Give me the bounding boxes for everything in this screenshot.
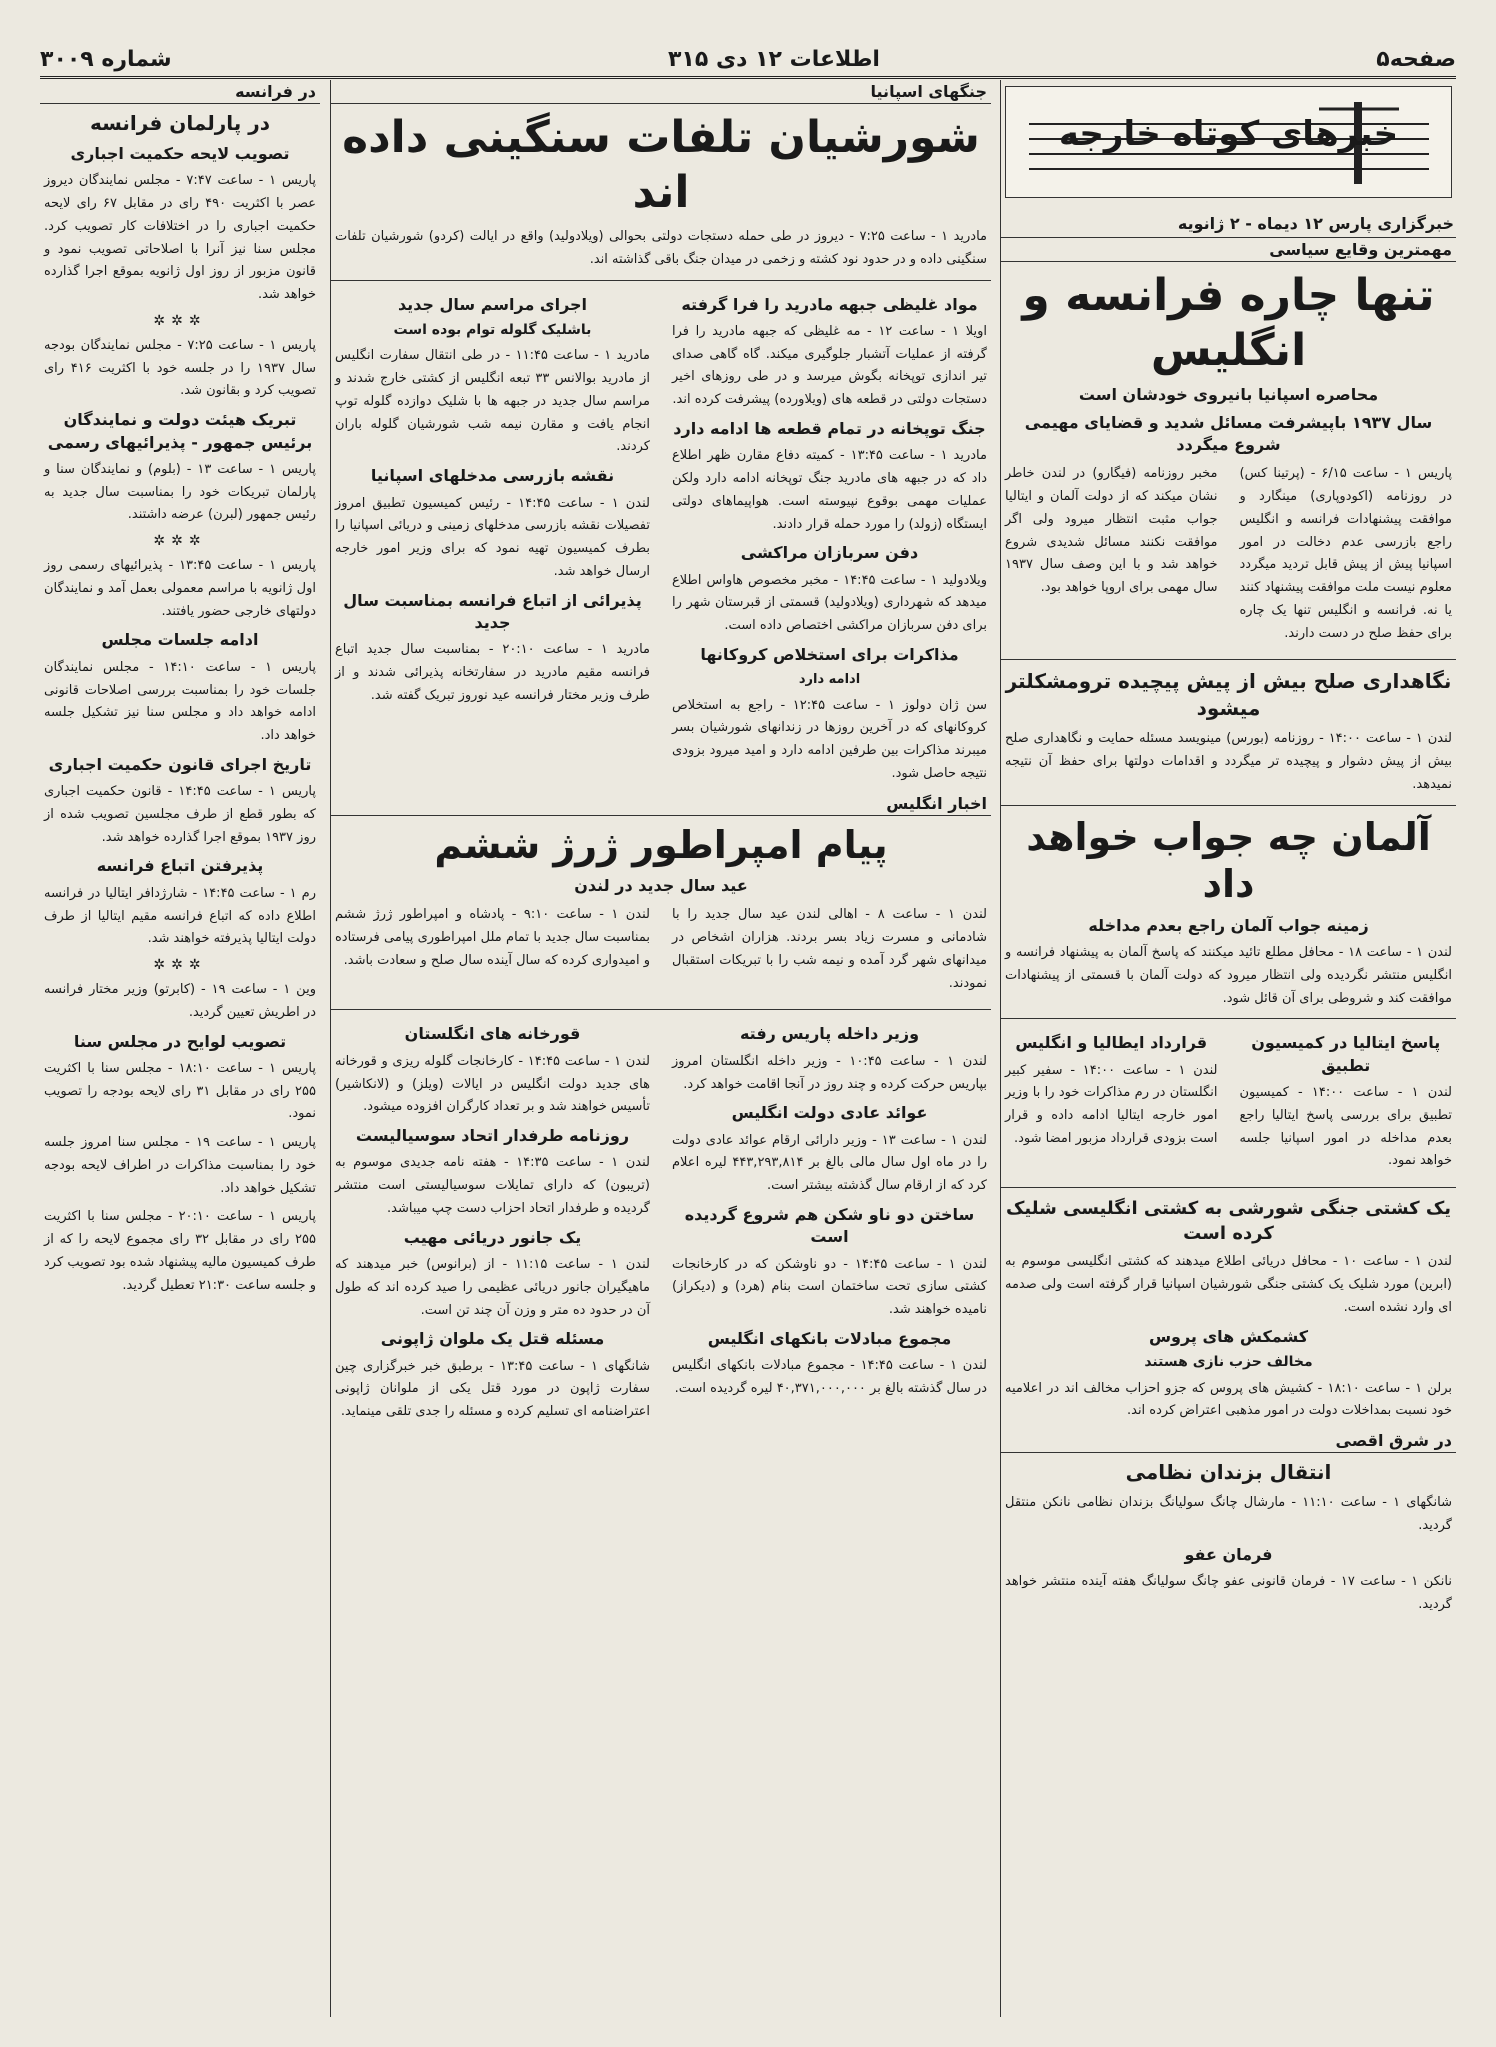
paragraph: ویلادولید ۱ - ساعت ۱۴:۴۵ - مخبر مخصوص هاواس اطلاع میدهد که شهرداری (ویلادولید) قسمتی از قبرستان شهر را برای دفن سربازان مراکشی اختصاص داده است. <box>672 572 987 634</box>
two-articles <box>1001 1027 1456 1179</box>
headline: مذاکرات برای استخلاص کروکانها <box>700 644 959 664</box>
subhead: عید سال جدید در لندن <box>574 876 748 895</box>
headline: یک کشتی جنگی شورشی به کشتی انگلیسی شلیک کرده است <box>1005 1198 1452 1245</box>
headline: تبریک هیئت دولت و نمایندگان برئیس جمهور - پذیرائیهای رسمی <box>47 410 313 452</box>
paragraph: نانکن ۱ - ساعت ۱۷ - فرمان قانونی عفو چانگ سولیانگ هفته آینده منتشر خواهد گردید. <box>1005 1574 1452 1612</box>
headline-main-right: تنها چاره فرانسه و انگلیس <box>1022 270 1435 377</box>
headline: یک جانور دریائی مهیب <box>403 1227 582 1247</box>
paragraph: پاریس ۱ - ساعت ۷:۲۵ - مجلس نمایندگان بودجه سال ۱۹۳۷ را در جلسه خود با اکثریت ۴۱۶ رای تصویب کرد و بقانون شد. <box>44 337 317 399</box>
paragraph: لندن ۱ - ساعت ۱۴:۴۵ - مجموع مبادلات بانکهای انگلیس در سال گذشته بالغ بر ۴۰,۳۷۱,۰۰۰,۰۰۰ لیره گردیده است. <box>672 1358 988 1397</box>
subhead: زمینه جواب آلمان راجع بعدم مداخله <box>1088 915 1369 935</box>
paragraph: سن ژان دولوز ۱ - ساعت ۱۲:۴۵ - راجع به استخلاص کروکانهای که در آخرین روزها در زندانهای شورشیان بسر میبرند مذاکرات بین طرفین ادامه دارد و امید میرود بزودی نتیجه حاصل شود. <box>672 697 987 781</box>
center-top-blocks <box>331 289 991 792</box>
headline: عوائد عادی دولت انگلیس <box>731 1103 928 1123</box>
paragraph: لندن ۱ - ساعت ۱۴:۳۵ - هفته نامه جدیدی موسوم به (تریبون) که دارای تمایلات سوسیالیستی است منتشر گردیده و طرفدار اتحاد احزاب دست چپ میباشد. <box>335 1155 651 1216</box>
kicker-france: در فرانسه <box>40 80 320 104</box>
headline: روزنامه طرفدار اتحاد سوسیالیست <box>355 1126 630 1146</box>
subhead: ادامه دارد <box>798 672 861 688</box>
paragraph: لندن ۱ - ساعت ۱۴:۴۵ - کارخانجات گلوله ریزی و قورخانه های جدید دولت انگلیس در ایالات (ویلز) و (لانکاشیر) تأسیس خواهند شد و بر تعداد کارگران افزوده میشود. <box>335 1053 650 1115</box>
paragraph: پاریس ۱ - ساعت ۱۸:۱۰ - مجلس سنا با اکثریت ۲۵۵ رای در مقابل ۳۱ رای لایحه بودجه را تصویب نمود. <box>44 1060 316 1122</box>
paragraph: پاریس ۱ - ساعت ۶/۱۵ - (پرتینا کس) در روزنامه (اکودوپاری) مینگارد و موافقت پیشنهادات فرانسه و انگلیس راجع بازرسی عدم دخالت در امور اسپانیا پیش از پیش قابل تردید میگردد معلوم نیست ملت موافقت پیشنهاد کنند یا نه. فرانسه و انگلیس تنها یک چاره برای حفظ صلح در دست دارند. <box>1239 466 1452 641</box>
subhead: محاصره اسپانیا بانیروی خودشان است <box>1078 385 1379 405</box>
headline-king-george: پیام امپراطور ژرژ ششم <box>434 822 888 867</box>
paragraph: مادرید ۱ - ساعت ۱۱:۴۵ - در طی انتقال سفارت انگلیس از مادرید بوالانس ۳۳ تبعه انگلیس از کشتی خارج شدند و مراسم سال جدید در جبهه ها با شلیک دوازده گلوله توپ انجام یافت و مقارن نیمه شب شورشیان گلوله باران کردند. <box>335 348 650 455</box>
paragraph: لندن ۱ - ساعت ۱۴:۰۰ - سفیر کبیر انگلستان در رم مذاکرات خود را با وزیر امور خارجه ایتالیا ادامه داده و قرار است بزودی قرارداد مزبور امضا شود. <box>1005 1062 1218 1146</box>
paragraph: پاریس ۱ - ساعت ۲۰:۱۰ - مجلس سنا با اکثریت ۲۵۵ رای در مقابل ۳۲ رای مجموع لایحه را که از طرف کمیسیون مالیه پیشنهاد شده بود تصویب کرد و جلسه ساعت ۲۱:۳۰ تعطیل گردید. <box>44 1209 316 1293</box>
kicker-england: اخبار انگلیس <box>331 792 991 816</box>
paragraph: لندن ۱ - ساعت ۱۴:۰۰ - کمیسیون تطبیق برای بررسی پاسخ ایتالیا راجع بعدم مداخله در امور اسپانیا جلسه خواهد نمود. <box>1239 1085 1452 1169</box>
paragraph: لندن ۱ - ساعت ۱۴:۰۰ - روزنامه (بورس) مینویسد مسئله حمایت و نگاهداری صلح بیش از پیش دشوار و پیچیده تر میگردد و اقدامات دولتها برای حفظ آن نتیجه نمیدهد. <box>1005 731 1453 792</box>
paragraph: پاریس ۱ - ساعت ۱۳:۴۵ - پذیرائیهای رسمی روز اول ژانویه با مراسم معمولی بعمل آمد و نمایندگان دولتهای خارجی حضور یافتند. <box>44 558 317 619</box>
paragraph: شانگهای ۱ - ساعت ۱۱:۱۰ - مارشال چانگ سولیانگ بزندان نظامی نانکن منتقل گردید. <box>1005 1495 1452 1533</box>
divider-stars: ✲✲✲ <box>153 533 207 550</box>
paragraph: پاریس ۱ - ساعت ۷:۴۷ - مجلس نمایندگان دیروز عصر با اکثریت ۴۹۰ رای در مقابل ۶۷ رای لایحه حکمیت اجباری را در اختلافات کار تصویب کرد. مجلس سنا نیز آنرا با اصلاحاتی تصویب نمود و قانون مزبور از روز اول ژانویه بموقع اجرا گذارده خواهد شد. <box>44 173 317 303</box>
subhead: سال ۱۹۳۷ باپیشرفت مسائل شدید و قضایای مهیمی شروع میگردد <box>1024 412 1433 454</box>
center-bottom-blocks <box>331 1018 991 1430</box>
paragraph: پاریس ۱ - ساعت ۱۴:۱۰ - مجلس نمایندگان جلسات خود را بمناسبت بررسی اصلاحات قانونی ادامه خواهد داد و مجلس سنا نیز تشکیل جلسه خواهد داد. <box>44 659 316 744</box>
headline: نقشه بازرسی مدخلهای اسپانیا <box>370 466 615 486</box>
headline: مواد غلیظی جبهه مادرید را فرا گرفته <box>681 294 978 314</box>
paragraph: لندن ۱ - ساعت ۱۳ - وزیر دارائی ارقام عوائد عادی دولت را در ماه اول سال مالی بالغ بر ۴۴۳,۲۹۳,۸۱۴ لیره اعلام کرد که از ارقام سال گذشته بیشتر است. <box>672 1132 988 1194</box>
issue-date: اطلاعات ۱۲ دی ۳۱۵ <box>668 47 880 72</box>
headline: پاسخ ایتالیا در کمیسیون تطبیق <box>1251 1033 1441 1075</box>
headline: مسئله قتل یک ملوان ژاپونی <box>380 1329 605 1349</box>
headline-germany: آلمان چه جواب خواهد داد <box>1026 814 1431 907</box>
headline: قرارداد ایطالیا و انگلیس <box>1015 1033 1208 1053</box>
paragraph: پاریس ۱ - ساعت ۱۹ - مجلس سنا امروز جلسه خود را بمناسبت مذاکرات در اطراف لایحه بودجه تشکیل خواهد داد. <box>44 1135 316 1196</box>
paragraph: لندن ۱ - ساعت ۱۴:۴۵ - رئیس کمیسیون تطبیق امروز تفصیلات نقشه بازرسی مدخلهای زمینی و دریائی اسپانیا را بطرف کمیسیون تهیه نمود که برای وزیر امور خارجه ارسال خواهد شد. <box>335 495 650 579</box>
article-body <box>331 902 991 1001</box>
headline: در پارلمان فرانسه <box>89 111 271 135</box>
paragraph: مخبر روزنامه (فیگارو) در لندن خاطر نشان میکند که از دولت آلمان و ایتالیا جواب مثبت انتظار میرود ولی اگر موافقت نکنند مسائل شدیدی شروع خواهد شد و با این وصف سال ۱۹۳۷ سال مهمی برای اروپا خواهد بود. <box>1005 466 1218 596</box>
paragraph: لندن ۱ - ساعت ۱۰ - محافل دریائی اطلاع میدهند که کشتی انگلیسی موسوم به (ابرین) مورد شلیک یک کشتی جنگی شورشیان اسپانیا قرار گرفته است ولی صدمه ای وارد نشده است. <box>1005 1254 1452 1315</box>
masthead <box>40 38 1456 79</box>
paragraph: شانگهای ۱ - ساعت ۱۳:۴۵ - برطبق خبر خبرگزاری چین سفارت ژاپون در مورد قتل یکی از ملوانان ژاپونی اعتراضنامه ای تسلیم کرده و مسئله را جدی تلقی مینماید. <box>335 1358 650 1420</box>
paragraph: لندن ۱ - ساعت ۹:۱۰ - پادشاه و امپراطور ژرژ ششم بمناسبت سال جدید با تمام ملل امپراطوری پیامی فرستاده و امیدواری کرده که سال آینده سال صلح و سعادت باشد. <box>335 907 651 968</box>
headline: وزیر داخله پاریس رفته <box>739 1024 920 1044</box>
divider-stars: ✲✲✲ <box>153 957 207 974</box>
paragraph: لندن ۱ - ساعت ۱۸ - محافل مطلع تائید میکنند که پاسخ آلمان به پیشنهاد فرانسه و انگلیس منتشر نگردیده ولی انتظار میرود که دولت آلمان با قسمتی از پیشنهادات موافقت کند و شروطی برای آن قائل شود. <box>1005 945 1453 1006</box>
paragraph: رم ۱ - ساعت ۱۴:۴۵ - شارژدافر ایتالیا در فرانسه اطلاع داده که اتباع فرانسه مقیم ایتالیا از طرف دولت ایتالیا پذیرفته خواهند شد. <box>44 885 317 947</box>
headline-main-center: شورشیان تلفات سنگینی داده اند <box>342 112 980 218</box>
paragraph: اویلا ۱ - ساعت ۱۲ - مه غلیظی که جبهه مادرید را فرا گرفته از عملیات آتشبار جلوگیری میکند. گاه گاهی صدای تیر اندازی توپخانه بگوش میرسد و در طی روزهای اخیر دستجات دولتی در قطعه های (ویلاورده) پیشرفت کرده اند. <box>672 323 988 408</box>
right-column <box>1001 80 1456 2017</box>
paragraph: پاریس ۱ - ساعت ۱۳ - (بلوم) و نمایندگان سنا و پارلمان تبریکات خود را بمناسبت سال جدید به رئیس جمهور (لبرن) عرضه داشتند. <box>44 461 317 523</box>
paragraph: وین ۱ - ساعت ۱۹ - (کابرتو) وزیر مختار فرانسه در اطریش تعیین گردید. <box>44 982 316 1020</box>
headline: قورخانه های انگلستان <box>404 1024 581 1044</box>
center-column <box>331 80 991 2017</box>
subhead: باشلیک گلوله توام بوده است <box>393 321 592 338</box>
headline: اجرای مراسم سال جدید <box>397 294 588 314</box>
headline: انتقال بزندان نظامی <box>1125 1460 1332 1485</box>
paragraph: لندن ۱ - ساعت ۱۴:۴۵ - دو ناوشکن که در کارخانجات کشتی سازی تحت ساختمان است بنام (هرد) و (دیکراز) نامیده خواهند شد. <box>672 1256 987 1318</box>
headline: پذیرفتن اتباع فرانسه <box>96 856 264 876</box>
headline: مجموع مبادلات بانکهای انگلیس <box>707 1328 952 1348</box>
paragraph: مادرید ۱ - ساعت ۷:۲۵ - دیروز در طی حمله دستجات دولتی بحوالی (ویلادولید) واقع در ایالت (کردو) شورشیان تلفات سنگینی داده و در حدود نود کشته و زخمی در میدان جنگ باقی گذاشته اند. <box>335 229 987 267</box>
headline: جنگ توپخانه در تمام قطعه ها ادامه دارد <box>673 418 986 438</box>
headline: فرمان عفو <box>1184 1544 1273 1564</box>
kicker-far-east: در شرق اقصی <box>1001 1429 1456 1453</box>
paragraph: لندن ۱ - ساعت ۱۱:۱۵ - از (برانوس) خبر میدهند که ماهیگیران جانور دریائی عظیمی را صید کرده اند که طول آن در حدود ده متر و وزن آن چند تن است. <box>335 1257 651 1318</box>
section-title: خبرهای کوتاه خارجه <box>1058 114 1399 154</box>
headline: نگاهداری صلح بیش از پیش پیچیده ترومشکلتر میشود <box>1005 669 1452 721</box>
subhead: تصویب لایحه حکمیت اجباری <box>70 144 290 163</box>
kicker-spain: جنگهای اسپانیا <box>331 80 991 104</box>
headline: تصویب لوایح در مجلس سنا <box>73 1031 287 1051</box>
subhead: مخالف حزب نازی هستند <box>1144 1354 1313 1371</box>
headline: دفن سربازان مراکشی <box>740 543 919 563</box>
divider-stars: ✲✲✲ <box>153 312 207 329</box>
left-column <box>40 80 320 2017</box>
headline: پذیرائی از اتباع فرانسه بمناسبت سال جدید <box>343 590 642 633</box>
paragraph: لندن ۱ - ساعت ۱۰:۴۵ - وزیر داخله انگلستان امروز بپاریس حرکت کرده و چند روز در آنجا اقامت خواهد کرد. <box>672 1053 987 1092</box>
paragraph: پاریس ۱ - ساعت ۱۴:۴۵ - قانون حکمیت اجباری که بطور قطع از طرف مجلسین تصویب شده از روز ۱۹۳۷ بموقع اجرا گذارده خواهد شد. <box>44 784 317 845</box>
paragraph: مادرید ۱ - ساعت ۲۰:۱۰ - بمناسبت سال جدید اتباع فرانسه مقیم مادرید در سفارتخانه پذیرائی شدند و از طرف وزیر مختار فرانسه عید نوروز تبریک گفته شد. <box>335 642 651 703</box>
article-body <box>1001 461 1456 651</box>
paragraph: لندن ۱ - ساعت ۸ - اهالی لندن عید سال جدید را با شادمانی و مسرت زیاد بسر بردند. هزاران اشخاص در میدانهای شهر گرد آمده و نیمه شب را با تبریکات استقبال نمودند. <box>672 907 987 991</box>
headline: تاریخ اجرای قانون حکمیت اجباری <box>48 754 312 774</box>
issue-number: شماره ۳۰۰۹ <box>40 47 172 72</box>
kicker-politics: مهمترین وقایع سیاسی <box>1001 238 1456 262</box>
headline: کشمکش های پروس <box>1148 1326 1309 1346</box>
paragraph: مادرید ۱ - ساعت ۱۳:۴۵ - کمیته دفاع مقارن ظهر اطلاع داد که در جبهه های مادرید جنگ توپخانه ادامه دارد ولکن عملیات مهمی بوقوع نپیوسته است. هواپیماهای دولتی ایستگاه (زولد) را مورد حمله قرار دادند. <box>672 448 987 532</box>
dateline: خبرگزاری پارس ۱۲ دیماه - ۲ ژانویه <box>1001 210 1456 238</box>
page-label: صفحه۵ <box>1376 47 1456 72</box>
headline: ادامه جلسات مجلس <box>101 630 259 650</box>
paragraph: برلن ۱ - ساعت ۱۸:۱۰ - کشیش های پروس که جزو احزاب مخالف اند در اعلامیه خود نسبت بمداخلات دولت در امور مذهبی اعتراض کرده اند. <box>1005 1380 1452 1419</box>
headline: ساختن دو ناو شکن هم شروع گردیده است <box>684 1204 975 1247</box>
